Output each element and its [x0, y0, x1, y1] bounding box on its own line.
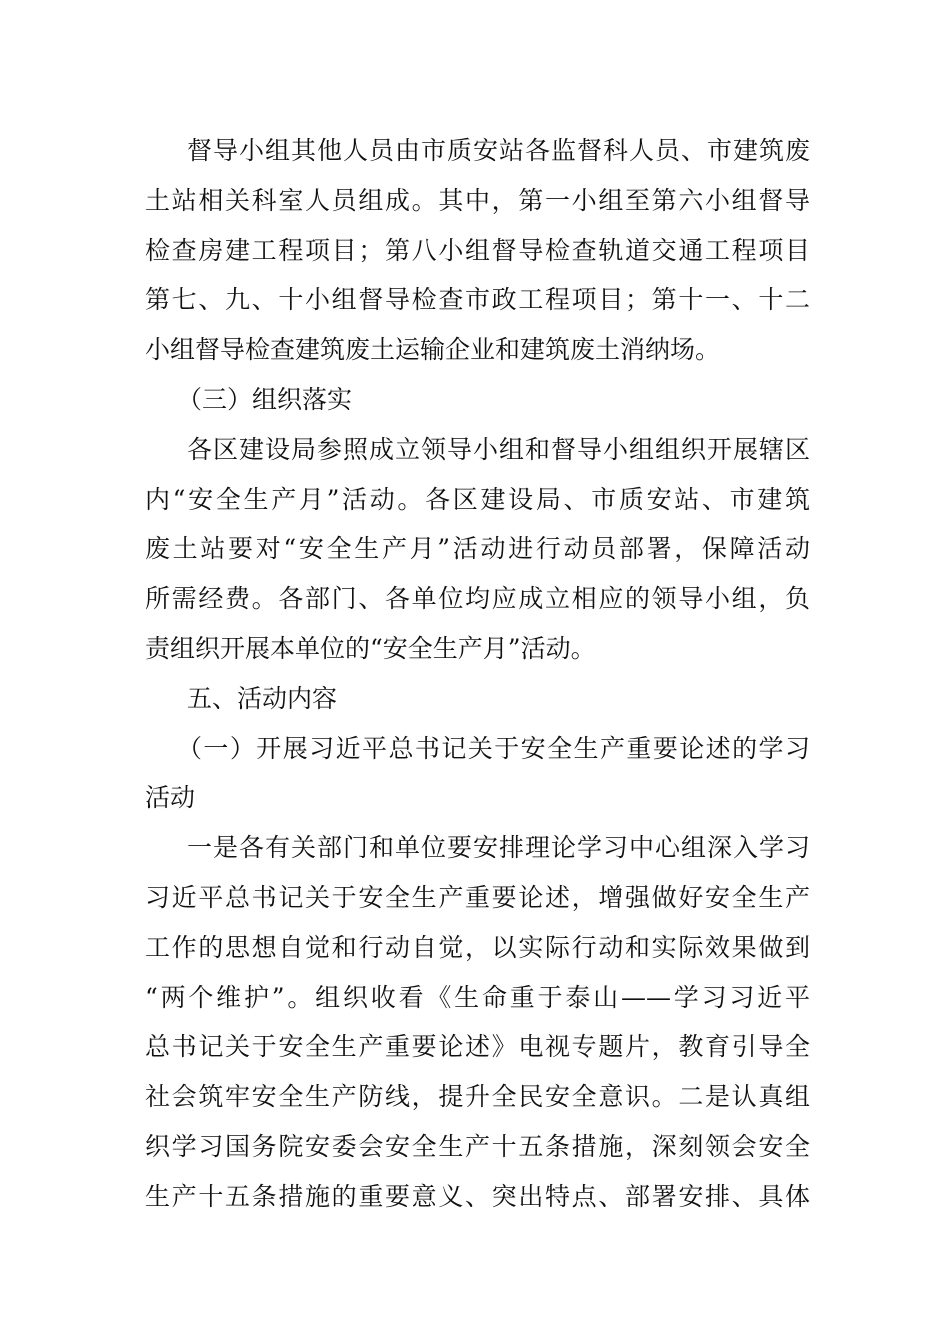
heading-line: 活动 — [145, 783, 196, 813]
heading-line: （三）组织落实 — [177, 384, 353, 414]
text-line: 社会筑牢安全生产防线，提升全民安全意识。二是认真组 — [145, 1082, 810, 1112]
section-heading-organization — [145, 375, 810, 425]
text-line: 第七、九、十小组督导检查市政工程项目；第十一、十二 — [145, 285, 810, 315]
text-line: 督导小组其他人员由市质安站各监督科人员、市建筑废 — [187, 136, 810, 165]
text-line: 生产十五条措施的重要意义、突出特点、部署安排、具体 — [145, 1181, 810, 1211]
paragraph-inspection-groups — [145, 126, 810, 375]
text-line: 废土站要对“安全生产月”活动进行动员部署，保障活动 — [145, 534, 810, 564]
section-heading-activity-content — [145, 674, 810, 724]
heading-line: 五、活动内容 — [187, 683, 338, 713]
text-line: 内“安全生产月”活动。各区建设局、市质安站、市建筑 — [145, 484, 810, 514]
heading-line: （一）开展习近平总书记关于安全生产重要论述的学习 — [177, 733, 810, 763]
text-line: 责组织开展本单位的“安全生产月”活动。 — [145, 633, 596, 663]
text-line: 总书记关于安全生产重要论述》电视专题片，教育引导全 — [145, 1032, 810, 1062]
text-line: 各区建设局参照成立领导小组和督导小组组织开展辖区 — [187, 434, 810, 464]
paragraph-organization — [145, 425, 810, 674]
text-line: “两个维护”。组织收看《生命重于泰山——学习习近平 — [145, 982, 810, 1012]
text-line: 工作的思想自觉和行动自觉，以实际行动和实际效果做到 — [145, 932, 810, 962]
text-line: 一是各有关部门和单位要安排理论学习中心组深入学习 — [187, 833, 810, 863]
paragraph-study-activities — [145, 823, 810, 1221]
text-line: 织学习国务院安委会安全生产十五条措施，深刻领会安全 — [145, 1131, 810, 1161]
text-line: 小组督导检查建筑废土运输企业和建筑废土消纳场。 — [145, 335, 721, 365]
subsection-heading-study — [145, 724, 810, 824]
text-line: 检查房建工程项目；第八小组督导检查轨道交通工程项目 — [145, 235, 810, 265]
text-line: 习近平总书记关于安全生产重要论述，增强做好安全生产 — [145, 882, 810, 912]
text-line: 土站相关科室人员组成。其中，第一小组至第六小组督导 — [145, 185, 810, 215]
document-body — [145, 126, 810, 1222]
text-line: 所需经费。各部门、各单位均应成立相应的领导小组，负 — [145, 584, 810, 614]
